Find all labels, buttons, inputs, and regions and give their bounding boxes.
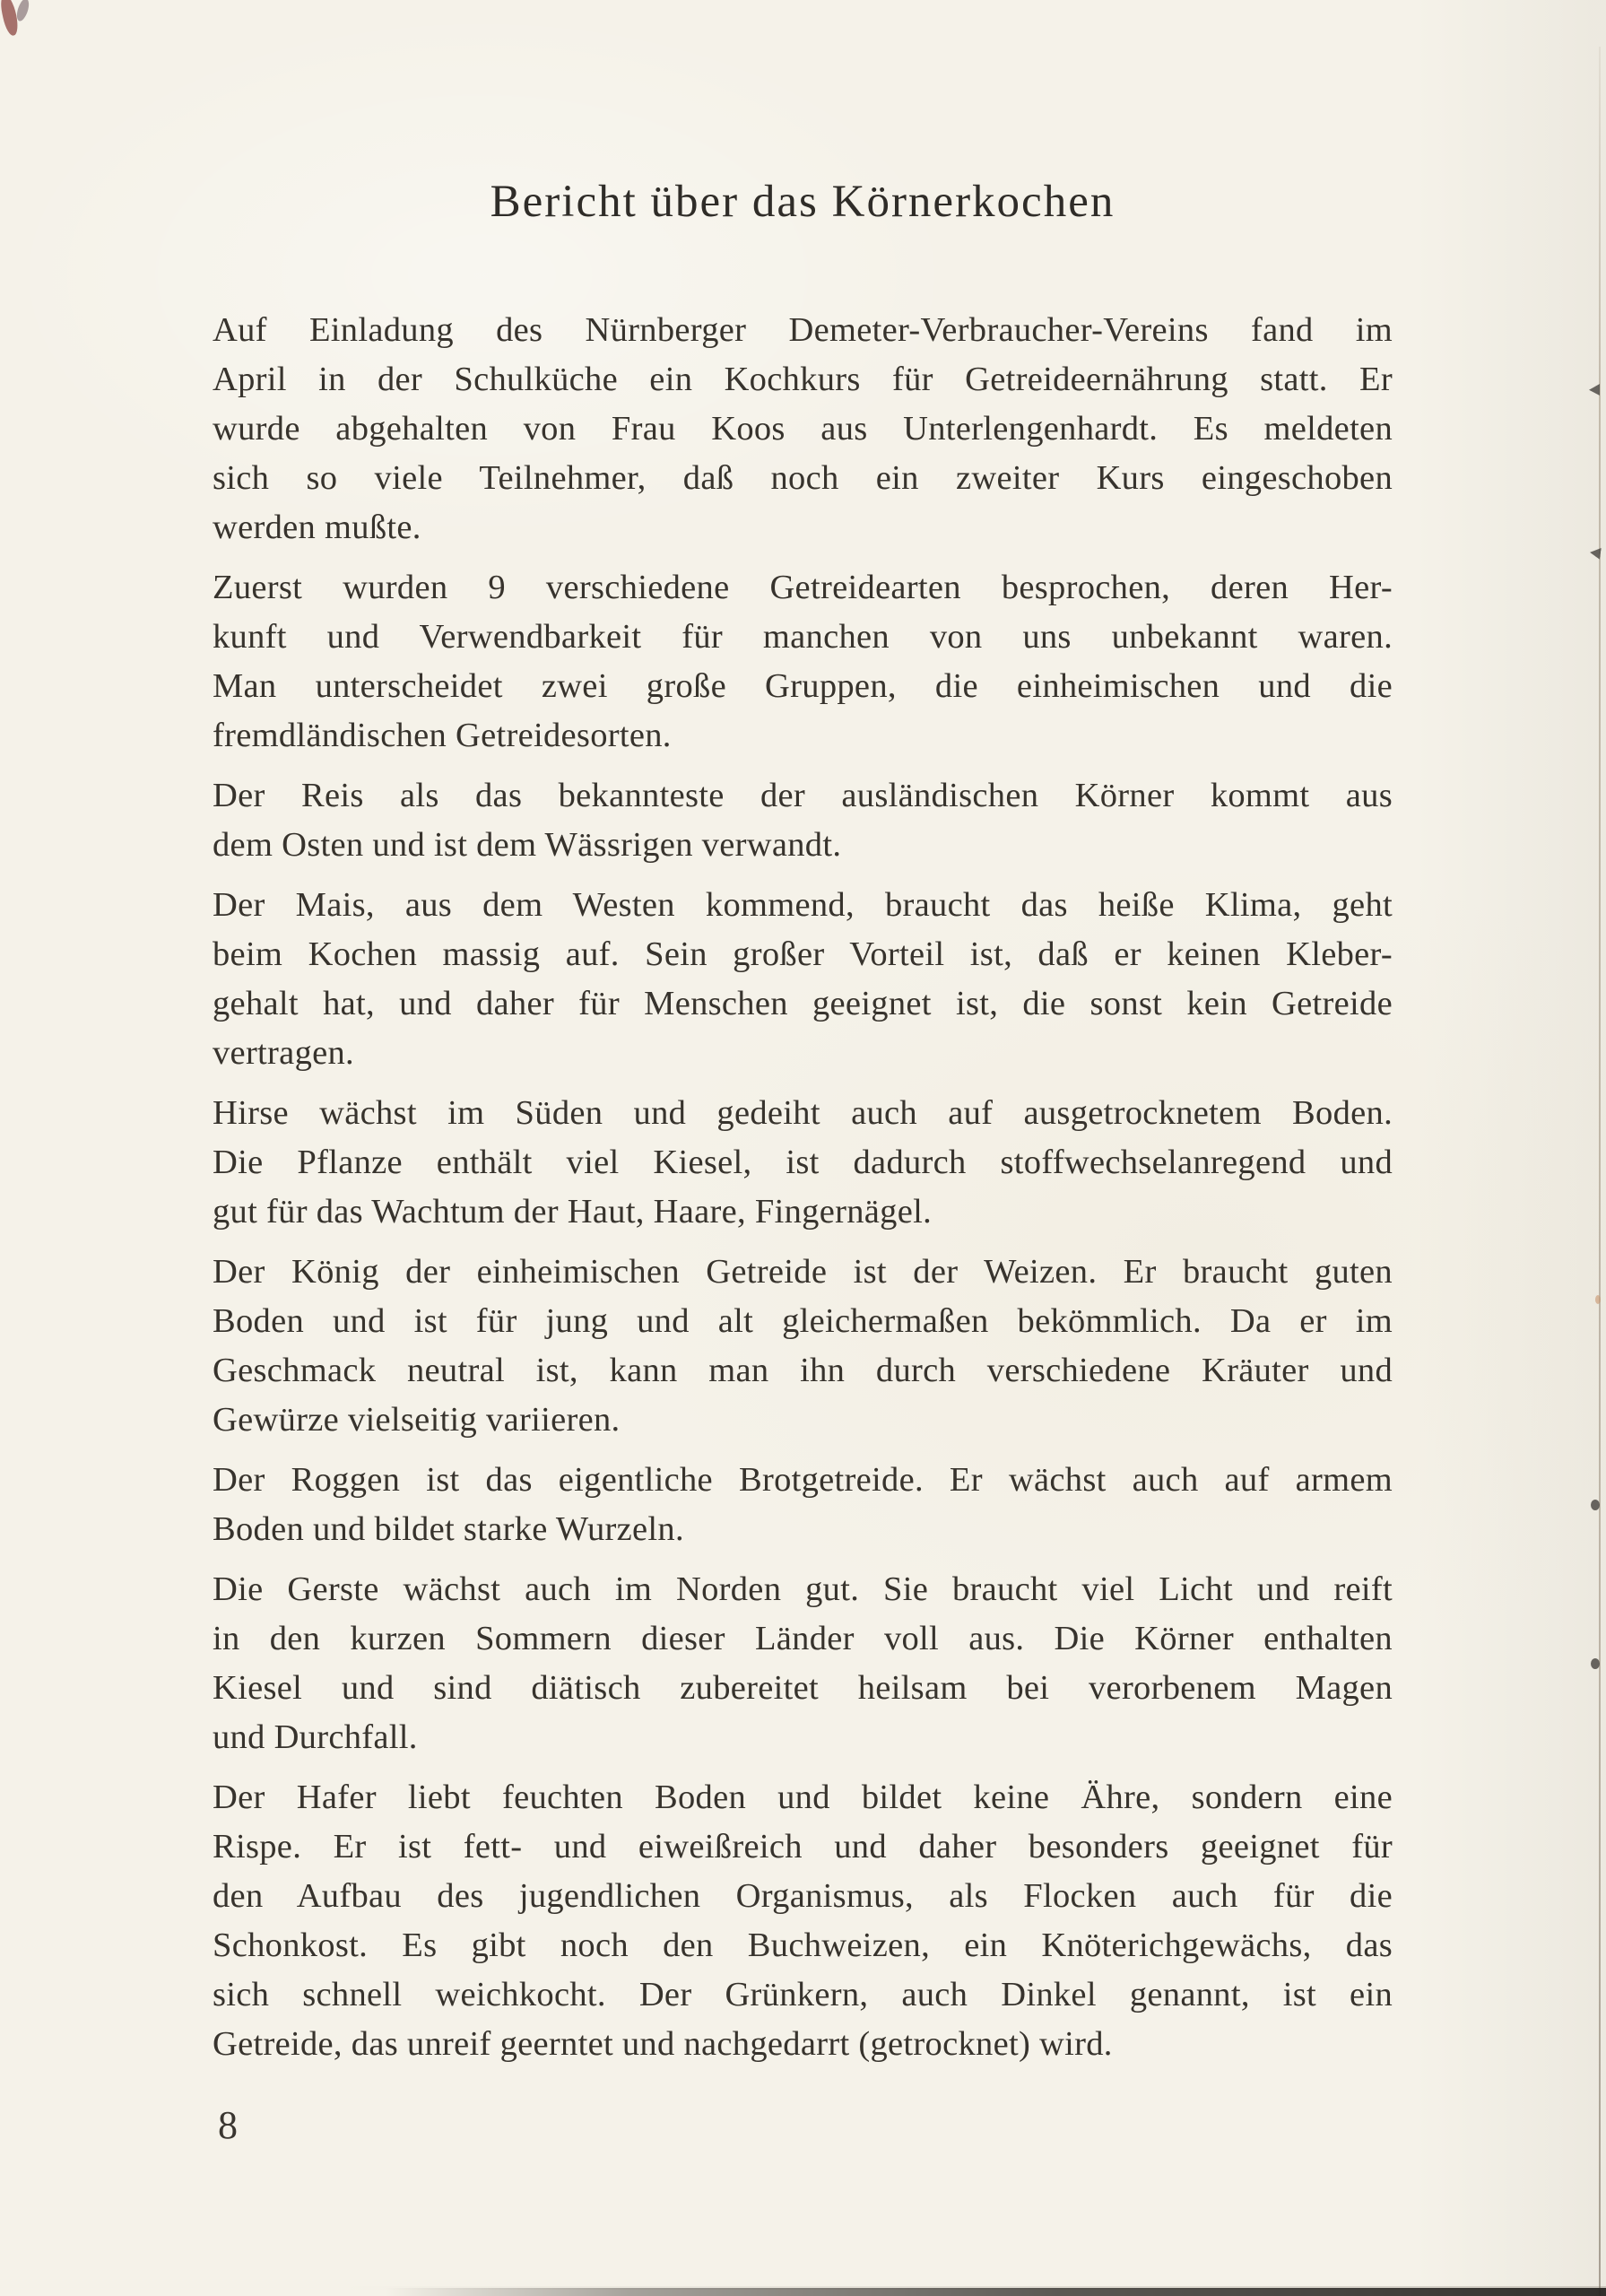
binding-stitch-mark [1589,384,1600,396]
text-line: Die Gerste wächst auch im Norden gut. Sie braucht viel Licht und reift [213,1570,1393,1608]
text-line: Der Roggen ist das eigentliche Brotgetreide. Er wächst auch auf armem [213,1461,1393,1499]
page-bottom-shadow [386,2288,1606,2296]
text-line: Auf Einladung des Nürnberger Demeter-Verbraucher-Vereins fand im [213,311,1393,349]
page-title: Bericht über das Körnerkochen [490,177,1116,227]
text-line: gut für das Wachtum der Haut, Haare, Fingernägel. [213,1193,933,1231]
text-line: Schonkost. Es gibt noch den Buchweizen, ein Knöterichgewächs, das [213,1926,1393,1964]
paragraph [213,1248,1393,1445]
paragraph [213,1565,1393,1762]
text-line: gehalt hat, und daher für Menschen geeignet ist, die sonst kein Getreide [213,985,1393,1022]
page-number: 8 [218,2103,238,2147]
binding-stitch-mark [1595,1295,1601,1304]
text-line: Rispe. Er ist fett- und eiweißreich und daher besonders geeignet für [213,1828,1393,1866]
text-line: Der Reis als das bekannteste der ausländischen Körner kommt aus [213,777,1393,814]
text-line: den Aufbau des jugendlichen Organismus, als Flocken auch für die [213,1877,1393,1915]
text-line: werden mußte. [213,509,421,546]
binding-stitch-mark [1591,1500,1600,1510]
text-line: in den kurzen Sommern dieser Länder voll aus. Die Körner enthalten [213,1620,1393,1657]
text-line: Die Pflanze enthält viel Kiesel, ist dadurch stoffwechselanregend und [213,1144,1393,1181]
text-line: vertragen. [213,1034,354,1072]
paragraph [213,1773,1393,2069]
paragraph [213,306,1393,552]
corner-ink-smudge [14,0,30,22]
text-line: beim Kochen massig auf. Sein großer Vorteil ist, daß er keinen Kleber- [213,935,1393,973]
text-line: Gewürze vielseitig variieren. [213,1401,621,1439]
text-line: Der Mais, aus dem Westen kommend, braucht das heiße Klima, geht [213,886,1393,924]
text-line: sich schnell weichkocht. Der Grünkern, auch Dinkel genannt, ist ein [213,1976,1393,2013]
body-text [213,306,1393,2080]
text-line: sich so viele Teilnehmer, daß noch ein zweiter Kurs eingeschoben [213,459,1393,497]
text-line: Der Hafer liebt feuchten Boden und bildet keine Ähre, sondern eine [213,1779,1393,1816]
binding-stitch-mark [1591,1658,1600,1669]
text-line: Kiesel und sind diätisch zubereitet heilsam bei verorbenem Magen [213,1669,1393,1707]
text-line: Man unterscheidet zwei große Gruppen, die einheimischen und die [213,667,1393,705]
paragraph [213,1089,1393,1237]
text-line: kunft und Verwendbarkeit für manchen von uns unbekannt waren. [213,618,1393,656]
paragraph [213,771,1393,870]
text-line: fremdländischen Getreidesorten. [213,717,672,754]
text-line: Getreide, das unreif geerntet und nachgedarrt (getrocknet) wird. [213,2025,1113,2063]
text-line: Boden und bildet starke Wurzeln. [213,1510,684,1548]
text-line: April in der Schulküche ein Kochkurs für Getreideernährung statt. Er [213,361,1393,398]
text-line: Boden und ist für jung und alt gleichermaßen bekömmlich. Da er im [213,1302,1393,1340]
paragraph [213,1456,1393,1554]
text-line: dem Osten und ist dem Wässrigen verwandt. [213,826,842,864]
text-line: Zuerst wurden 9 verschiedene Getreidearten besprochen, deren Her- [213,569,1393,606]
paragraph [213,563,1393,761]
text-line: Hirse wächst im Süden und gedeiht auch auf ausgetrocknetem Boden. [213,1094,1393,1132]
text-line: Geschmack neutral ist, kann man ihn durch verschiedene Kräuter und [213,1352,1393,1389]
text-line: und Durchfall. [213,1718,418,1756]
text-line: wurde abgehalten von Frau Koos aus Unterlengenhardt. Es meldeten [213,410,1393,448]
page-edge-line [1599,47,1601,2296]
paragraph [213,881,1393,1078]
text-line: Der König der einheimischen Getreide ist der Weizen. Er braucht guten [213,1253,1393,1291]
